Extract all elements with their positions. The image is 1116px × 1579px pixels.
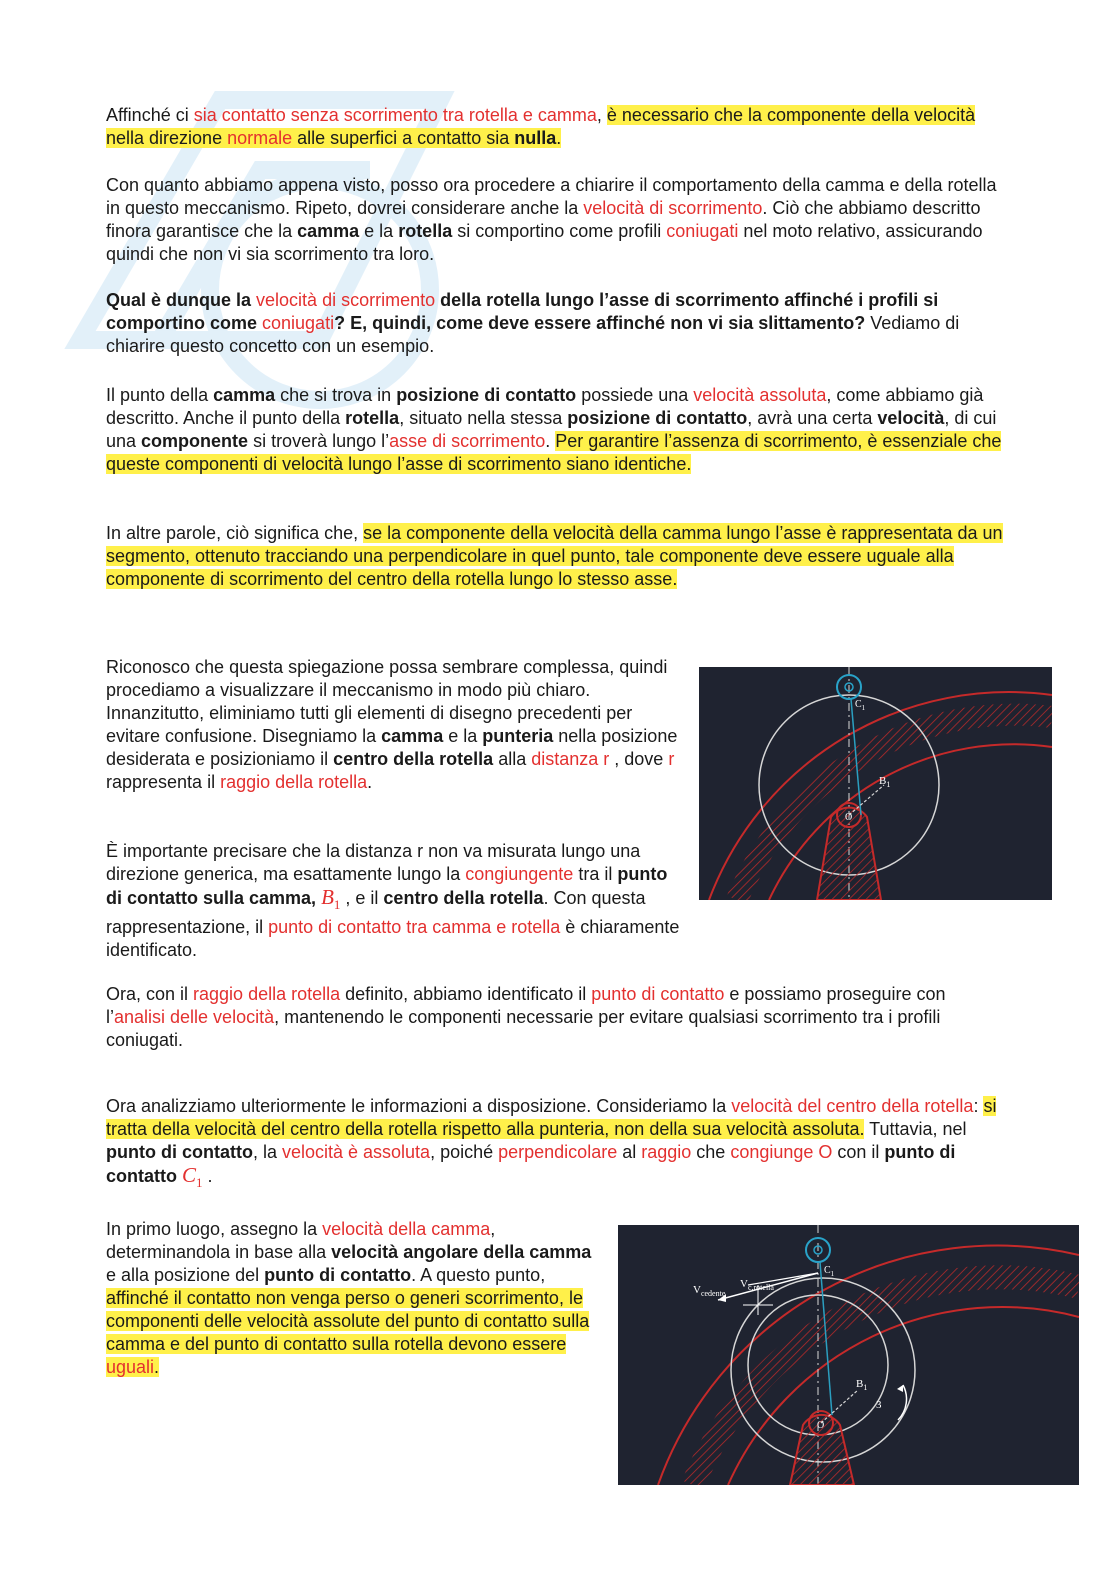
text: Con quanto abbiamo appena visto, posso ora procedere a chiarire il comportamento della camma e della rotella in questo meccanismo. Ripeto, dovrei considerare anche la (106, 175, 997, 218)
paragraph-behavior (106, 174, 1006, 266)
label-c1: $C_1$ (855, 699, 866, 712)
text: è chiaramente identificato. (106, 917, 680, 961)
text-red: distanza r (531, 749, 610, 769)
text-red: raggio della rotella (193, 984, 341, 1004)
figure-cam-roller-1 (699, 667, 1052, 900)
text: Vediamo di chiarire questo concetto con un esempio. (106, 313, 960, 356)
text-red: velocità è assoluta (281, 1142, 431, 1162)
math-subscript: 1 (333, 897, 341, 913)
figure-cam-roller-2 (618, 1225, 1079, 1485)
text: , situato nella stessa (399, 408, 568, 428)
label-omega: 3 (876, 1399, 882, 1411)
text-bold: velocità angolare della camma (331, 1242, 592, 1262)
text-red: analisi delle velocità (114, 1007, 275, 1027)
text: Riconosco che questa spiegazione possa sembrare complessa, quindi procediamo a visualizzare il meccanismo in modo più chiaro. Innanzitutto, eliminiamo tutti gli elementi di disegno precedenti per evitare confusione. Disegniamo la (106, 657, 668, 746)
text: Ora, con il (106, 984, 194, 1004)
paragraph-distance-r (106, 840, 681, 962)
text: , (596, 105, 607, 125)
text-red: sia contatto senza scorrimento tra rotella e camma (193, 105, 597, 125)
label-b1: $B_1$ (879, 775, 891, 789)
math-letter: B (321, 885, 334, 909)
math-b1 (321, 885, 341, 913)
text: . (545, 431, 556, 451)
text-red: raggio della rotella (220, 772, 368, 792)
text: , di cui una (106, 408, 997, 451)
paragraph-question (106, 289, 1006, 358)
math-c1 (182, 1163, 203, 1191)
text: rappresenta il (106, 772, 221, 792)
text-bold: punto di contatto sulla camma, (106, 864, 668, 908)
text-bold: posizione di contatto (396, 385, 577, 405)
text-bold: centro della rotella (383, 888, 544, 908)
text: , mantenendo le componenti necessarie per evitare qualsiasi scorrimento tra i profili coniugati. (106, 1007, 941, 1050)
text: definito, abbiamo identificato il (340, 984, 592, 1004)
text: In altre parole, ciò significa che, (106, 523, 364, 543)
text-red: congiungente (465, 864, 574, 884)
highlight: se la componente della velocità della camma lungo l’asse è rappresentata da un segmento, ottenuto tracciando una perpendicolare in quel punto, tale componente deve essere uguale alla componente di scorrimento del centro della rotella lungo lo stesso asse. (106, 523, 1003, 589)
label-o: O (845, 812, 853, 823)
text: . (367, 772, 373, 792)
text-bold: camma (381, 726, 444, 746)
text: affinché il contatto non venga perso o generi scorrimento, le componenti delle velocità assolute del punto di contatto sulla camma e del punto di contatto sulla rotella devono essere (106, 1288, 590, 1354)
text: Ora analizziamo ulteriormente le informazioni a disposizione. Consideriamo la (106, 1096, 732, 1116)
text-bold: nulla (514, 128, 557, 148)
text: Tuttavia, nel (864, 1119, 967, 1139)
text: . Ciò che abbiamo descritto finora garantisce che la (106, 198, 981, 241)
text-red: velocità di scorrimento (583, 198, 763, 218)
text-bold: posizione di contatto (567, 408, 748, 428)
paragraph-center-velocity (106, 1095, 1006, 1194)
text-bold: punto di contatto (264, 1265, 412, 1285)
text-bold: rotella (398, 221, 453, 241)
text-red: r (668, 749, 675, 769)
math-letter: C (182, 1163, 197, 1187)
paragraph-contact-point (106, 384, 1006, 476)
text-red: punto di contatto (591, 984, 725, 1004)
text: è necessario che la componente della velocità nella direzione (106, 105, 976, 148)
text: Affinché ci (106, 105, 194, 125)
text-bold: camma (297, 221, 360, 241)
text: Il punto della (106, 385, 214, 405)
paragraph-radius-defined (106, 983, 1006, 1052)
text-red: raggio (641, 1142, 692, 1162)
text-bold: centro della rotella (333, 749, 494, 769)
text-red: punto di contatto tra camma e rotella (268, 917, 561, 938)
paragraph-contact-condition (106, 104, 1006, 150)
text: , avrà una certa (747, 408, 878, 428)
text-red: congiunge O (730, 1142, 833, 1162)
text-red: velocità del centro della rotella (731, 1096, 974, 1116)
text-red: velocità assoluta (693, 385, 827, 405)
label-v-cedente: $V_{cedente}$ (693, 1284, 726, 1298)
text: . A questo punto, (411, 1265, 546, 1285)
math-subscript: 1 (196, 1175, 203, 1191)
text: alle superfici a contatto sia (292, 128, 515, 148)
text: al (617, 1142, 642, 1162)
text-red: uguali (106, 1357, 155, 1377)
paragraph-in-other-words (106, 522, 1006, 591)
text: , determinandola in base alla (106, 1219, 496, 1262)
text: e la (359, 221, 399, 241)
text: si troverà lungo l’ (248, 431, 390, 451)
text-red: velocità di scorrimento (256, 290, 436, 310)
text-bold: rotella (345, 408, 400, 428)
text: che si trova in (275, 385, 397, 405)
text-bold: Qual è dunque la (106, 290, 257, 310)
text-bold: punteria (482, 726, 554, 746)
text: . (556, 128, 562, 148)
text-red: asse di scorrimento (389, 431, 546, 451)
text: e alla posizione del (106, 1265, 265, 1285)
text: e la (443, 726, 483, 746)
text-red: velocità della camma (322, 1219, 491, 1239)
text-bold: punto di contatto (106, 1142, 956, 1186)
text: . (154, 1357, 160, 1377)
paragraph-cam-velocity (106, 1218, 596, 1379)
text: , la (252, 1142, 282, 1162)
text-red: coniugati (262, 313, 335, 333)
text: e possiamo proseguire con l’ (106, 984, 946, 1027)
text-bold: camma (213, 385, 276, 405)
text: , dove (609, 749, 669, 769)
text: alla (493, 749, 532, 769)
text: con il (832, 1142, 885, 1162)
text-red: normale (227, 128, 293, 148)
text: , e il (340, 888, 384, 908)
text: tra il (573, 864, 618, 884)
text: nel moto relativo, assicurando quindi che non vi sia scorrimento tra loro. (106, 221, 983, 264)
label-o: O (817, 1420, 825, 1431)
text-bold: componente (141, 431, 249, 451)
text: si comportino come profili (452, 221, 667, 241)
paragraph-visualize (106, 656, 681, 794)
text: possiede una (576, 385, 694, 405)
label-b1: $B_1$ (856, 1378, 868, 1392)
text: . (202, 1166, 213, 1186)
text: In primo luogo, assegno la (106, 1219, 323, 1239)
highlight (106, 1288, 589, 1377)
label-vc-rotella: $V_{c,rotella}$ (740, 1278, 774, 1292)
highlight: Per garantire l’assenza di scorrimento, è essenziale che queste componenti di velocità lungo l’asse di scorrimento siano identiche. (106, 431, 1002, 474)
text: È importante precisare che la distanza r non va misurata lungo una direzione generica, ma esattamente lungo la (106, 841, 641, 884)
label-c1: $C_1$ (824, 1265, 835, 1278)
text: nella posizione desiderata e posizioniamo il (106, 726, 678, 769)
text: , come abbiamo già descritto. Anche il punto della (106, 385, 984, 428)
text-bold: ? E, quindi, come deve essere affinché non vi sia slittamento? (334, 313, 866, 333)
text-red: perpendicolare (498, 1142, 618, 1162)
text-red: coniugati (666, 221, 739, 241)
text: : (973, 1096, 984, 1116)
highlight: si tratta della velocità del centro della rotella rispetto alla punteria, non della sua velocità assoluta. (106, 1096, 997, 1139)
text-bold: velocità (877, 408, 945, 428)
text: . Con questa rappresentazione, il (106, 888, 646, 938)
text: , poiché (430, 1142, 499, 1162)
text: che (691, 1142, 731, 1162)
text-bold: punto di contatto (106, 1142, 253, 1162)
text-bold: della rotella lungo l’asse di scorrimento affinché i profili si comportino come (106, 290, 939, 333)
